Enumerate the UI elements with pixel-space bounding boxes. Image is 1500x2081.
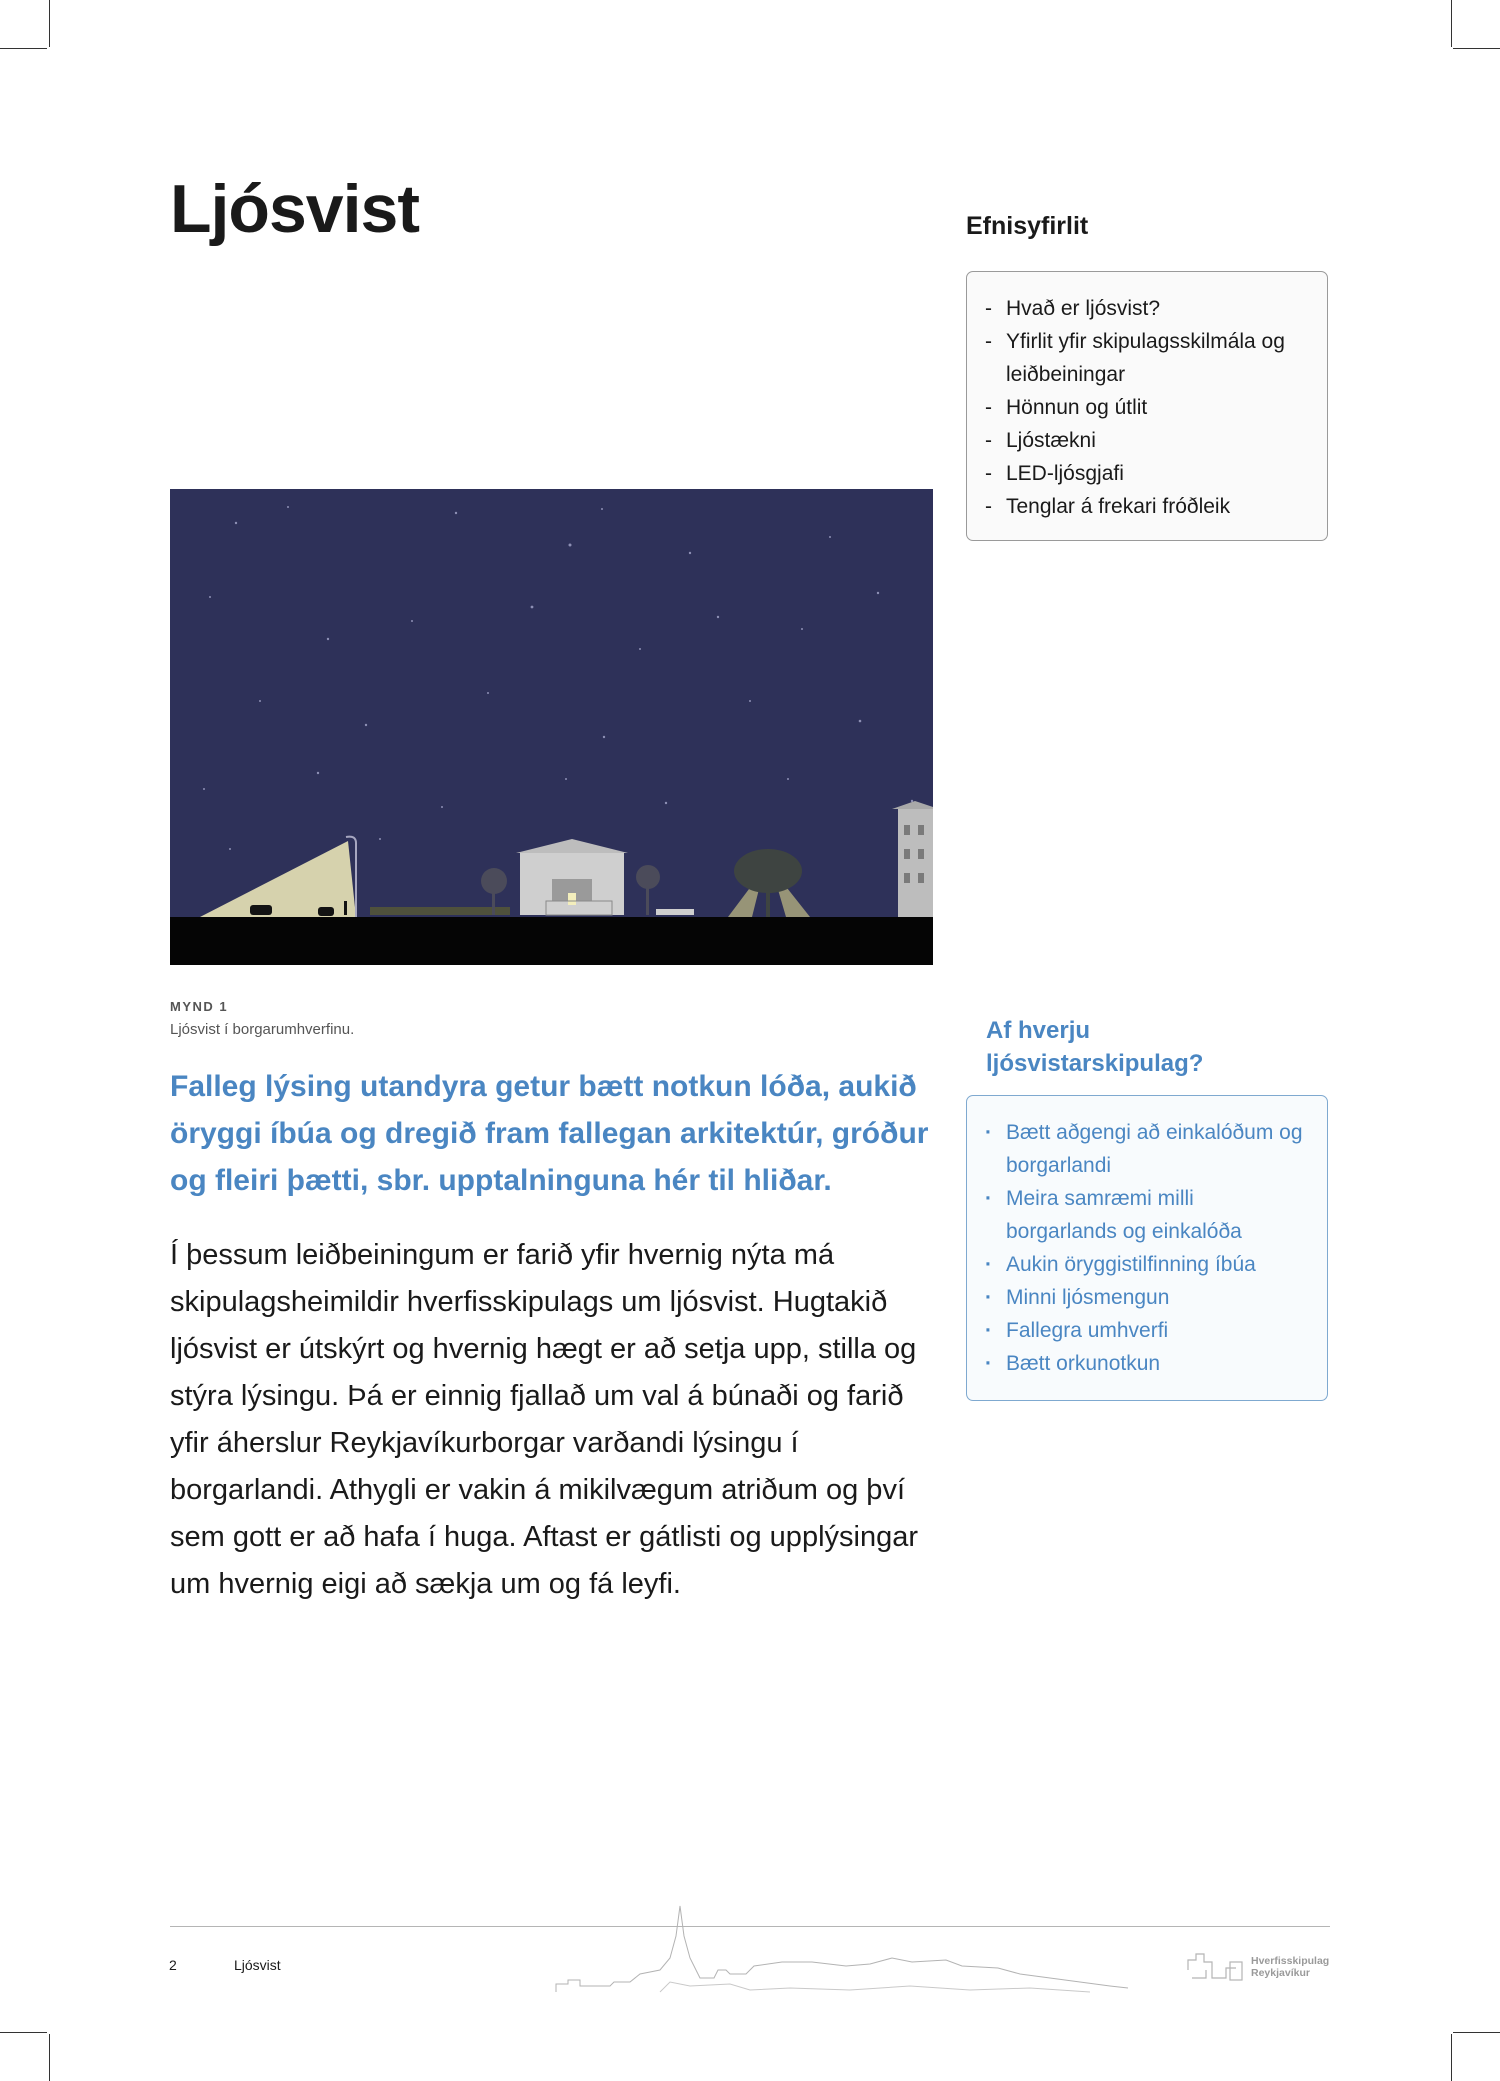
hedge	[370, 907, 510, 915]
why-box	[966, 1095, 1328, 1401]
crop-mark-top-right-v	[1451, 0, 1452, 47]
toc-heading: Efnisyfirlit	[966, 212, 1089, 240]
tree	[481, 868, 507, 894]
footer-logo-text	[1251, 1955, 1329, 1979]
why-item: · Minni ljósmengun	[985, 1281, 1309, 1314]
why-heading: Af hverju ljósvistarskipulag?	[986, 1017, 1204, 1077]
figure-caption: Ljósvist í borgarumhverfinu.	[170, 1021, 355, 1038]
night-lighting-illustration	[170, 489, 933, 965]
page-title: Ljósvist	[170, 171, 419, 247]
footer-title: Ljósvist	[234, 1957, 281, 1973]
toc-box	[966, 271, 1328, 541]
crop-mark-bottom-left-h	[0, 2032, 47, 2033]
figure-label: MYND 1	[170, 999, 229, 1014]
hverfisskipulag-logo-icon	[1186, 1948, 1246, 1984]
toc-item: - Ljóstækni	[985, 424, 1309, 457]
toc-item: - Yfirlit yfir skipulagsskilmála og leiðbeiningar	[985, 325, 1309, 391]
toc-list	[985, 292, 1309, 523]
page-number: 2	[169, 1957, 177, 1973]
crop-mark-top-left-h	[0, 48, 47, 49]
crop-mark-top-right-h	[1453, 48, 1500, 49]
body-paragraph: Í þessum leiðbeiningum er farið yfir hvernig nýta má skipulagsheimildir hverfisskipulags um ljósvist. Hugtakið ljósvist er útskýrt og hvernig hægt er að setja upp, stilla og stýra lýsingu. Þá er einnig fjallað um val á búnaði og farið yfir áherslur Reykjavíkurborgar varðandi lýsingu í borgarlandi. Athygli er vakin á mikilvægum atriðum og því sem gott er að hafa í huga. Aftast er gátlisti og upplýsingar um hvernig eigi að sækja um og fá leyfi.	[170, 1239, 918, 1600]
crop-mark-bottom-right-h	[1453, 2032, 1500, 2033]
why-item: · Fallegra umhverfi	[985, 1314, 1309, 1347]
car	[250, 905, 272, 915]
logo-line-1: Hverfisskipulag	[1251, 1955, 1330, 1967]
house-door	[568, 893, 576, 905]
toc-item: - Hvað er ljósvist?	[985, 292, 1309, 325]
why-list	[985, 1116, 1309, 1380]
why-item: · Bætt orkunotkun	[985, 1347, 1309, 1380]
logo-line-2: Reykjavíkur	[1251, 1967, 1310, 1979]
low-wall	[656, 909, 694, 915]
why-item: · Bætt aðgengi að einkalóðum og borgarlandi	[985, 1116, 1309, 1182]
toc-item: - Hönnun og útlit	[985, 391, 1309, 424]
why-item: · Aukin öryggistilfinning íbúa	[985, 1248, 1309, 1281]
toc-item: - LED-ljósgjafi	[985, 457, 1309, 490]
city-skyline-drawing	[550, 1900, 1130, 2000]
apartment-building	[898, 809, 933, 917]
why-item: · Meira samræmi milli borgarlands og einkalóða	[985, 1182, 1309, 1248]
crop-mark-bottom-right-v	[1451, 2034, 1452, 2081]
crop-mark-bottom-left-v	[49, 2034, 50, 2081]
ground	[170, 917, 933, 965]
crop-mark-top-left-v	[49, 0, 50, 47]
toc-item: - Tenglar á frekari fróðleik	[985, 490, 1309, 523]
car-2	[318, 907, 334, 916]
lead-paragraph: Falleg lýsing utandyra getur bætt notkun lóða, aukið öryggi íbúa og dregið fram fallegan arkitektúr, gróður og fleiri þætti, sbr. upptalninguna hér til hliðar.	[170, 1070, 929, 1197]
pedestrian	[344, 901, 347, 915]
